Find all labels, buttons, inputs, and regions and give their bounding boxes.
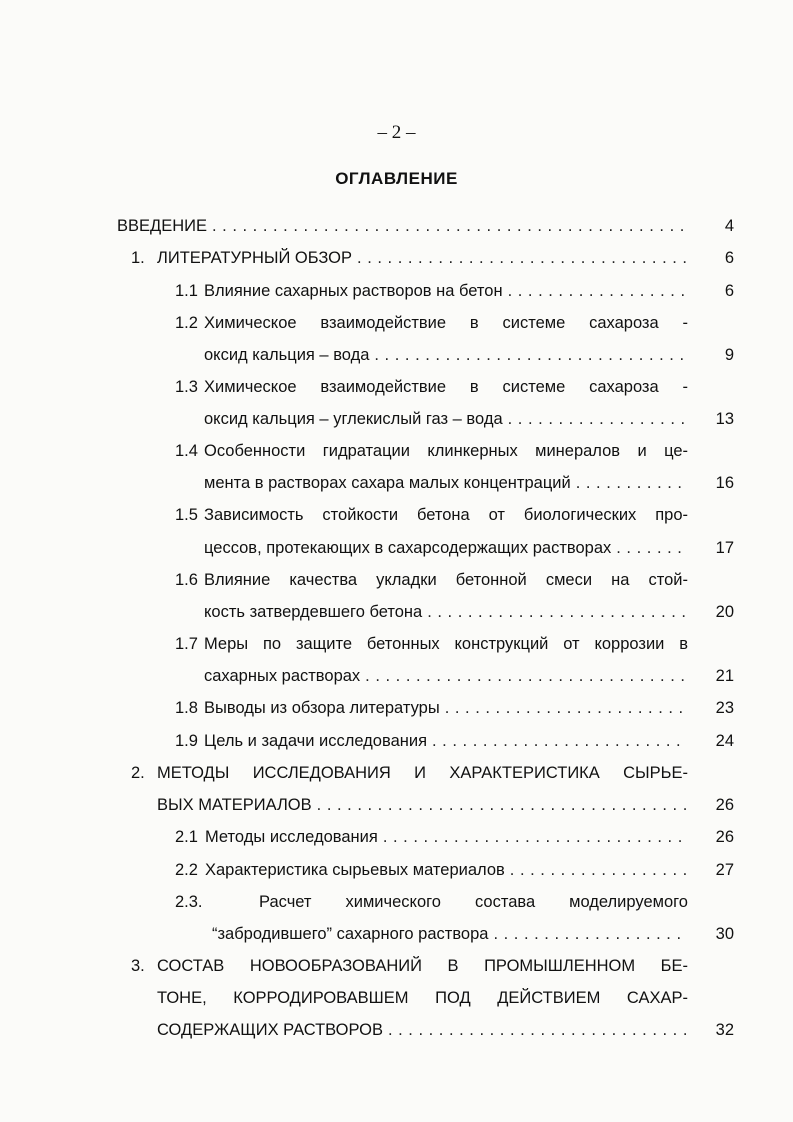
entry-number: 1. (131, 249, 145, 267)
entry-title: Выводы из обзора литературы (204, 699, 440, 717)
entry-title-line1[interactable]: МЕТОДЫ ИССЛЕДОВАНИЯ И ХАРАКТЕРИСТИКА СЫРЬЕ- (157, 764, 688, 782)
entry-number: 1.9 (175, 732, 198, 750)
entry-title-line1[interactable]: Зависимость стойкости бетона от биологических про- (204, 506, 688, 524)
toc-title: ОГЛАВЛЕНИЕ (335, 169, 458, 188)
entry-number: 2.2 (175, 861, 198, 879)
entry-title: Методы исследования (205, 828, 378, 846)
page-number: – 2 – (377, 122, 416, 143)
toc-entry-2-3[interactable] (212, 924, 690, 944)
leader-dots (616, 538, 686, 558)
entry-number: 1.5 (175, 506, 198, 524)
toc-entry-2-2[interactable] (175, 860, 690, 880)
toc-entry-2[interactable] (157, 795, 690, 815)
entry-title-line1[interactable]: Расчет химического состава моделируемого (259, 893, 688, 911)
entry-title-line1[interactable]: Химическое взаимодействие в системе сахароза - (204, 314, 688, 332)
leader-dots (374, 345, 686, 365)
entry-page: 27 (715, 861, 734, 879)
entry-title: Влияние сахарных растворов на бетон (204, 282, 503, 300)
leader-dots (508, 281, 686, 301)
entry-title-line1[interactable]: Химическое взаимодействие в системе сахароза - (204, 378, 688, 396)
entry-page: 26 (715, 828, 734, 846)
entry-page: 24 (715, 732, 734, 750)
entry-number: 2. (131, 764, 145, 782)
leader-dots (427, 602, 686, 622)
entry-page: 17 (715, 539, 734, 557)
entry-title-line1[interactable]: СОСТАВ НОВООБРАЗОВАНИЙ В ПРОМЫШЛЕННОМ БЕ- (157, 957, 688, 975)
leader-dots (365, 666, 686, 686)
entry-title-line2[interactable]: ТОНЕ, КОРРОДИРОВАВШЕМ ПОД ДЕЙСТВИЕМ САХАР- (157, 989, 688, 1007)
leader-dots (508, 409, 686, 429)
entry-page: 32 (715, 1021, 734, 1039)
entry-title-line2: оксид кальция – углекислый газ – вода (204, 410, 503, 428)
entry-title: ЛИТЕРАТУРНЫЙ ОБЗОР (157, 249, 353, 267)
entry-title-line1[interactable]: Влияние качества укладки бетонной смеси на стой- (204, 571, 688, 589)
leader-dots (493, 924, 686, 944)
entry-page: 6 (724, 249, 734, 267)
leader-dots (432, 731, 686, 751)
entry-title-line2: цессов, протекающих в сахарсодержащих растворах (204, 539, 612, 557)
toc-entry-1-6[interactable] (204, 602, 690, 622)
entry-number: 1.8 (175, 699, 198, 717)
entry-page: 9 (724, 346, 734, 364)
leader-dots (357, 248, 686, 268)
leader-dots (383, 827, 686, 847)
toc-entry-intro[interactable] (117, 216, 690, 236)
entry-page: 16 (715, 474, 734, 492)
toc-entry-1[interactable] (131, 248, 690, 268)
entry-number: 2.3. (175, 893, 203, 911)
entry-number: 1.6 (175, 571, 198, 589)
entry-title: ВВЕДЕНИЕ (117, 217, 207, 235)
entry-page: 21 (715, 667, 734, 685)
toc-entry-1-8[interactable] (175, 698, 690, 718)
entry-number: 3. (131, 957, 145, 975)
leader-dots (317, 795, 686, 815)
entry-page: 4 (724, 217, 734, 235)
leader-dots (576, 473, 686, 493)
entry-number: 2.1 (175, 828, 198, 846)
entry-number: 1.7 (175, 635, 198, 653)
entry-page: 20 (715, 603, 734, 621)
entry-title-line1[interactable]: Особенности гидратации клинкерных минералов и це- (204, 442, 688, 460)
toc-entry-1-9[interactable] (175, 731, 690, 751)
entry-page: 30 (715, 925, 734, 943)
entry-title-line2: мента в растворах сахара малых концентраций (204, 474, 571, 492)
entry-page: 13 (715, 410, 734, 428)
entry-title-line2: ВЫХ МАТЕРИАЛОВ (157, 796, 312, 814)
leader-dots (212, 216, 686, 236)
toc-entry-1-7[interactable] (204, 666, 690, 686)
toc-entry-2-1[interactable] (175, 827, 690, 847)
entry-page: 6 (724, 282, 734, 300)
entry-title-line2: сахарных растворах (204, 667, 361, 685)
leader-dots (388, 1020, 686, 1040)
entry-number: 1.1 (175, 282, 198, 300)
toc-entry-1-3[interactable] (204, 409, 690, 429)
toc-entry-1-5[interactable] (204, 538, 690, 558)
entry-title: Характеристика сырьевых материалов (205, 861, 505, 879)
leader-dots (445, 698, 686, 718)
leader-dots (510, 860, 686, 880)
toc-entry-1-4[interactable] (204, 473, 690, 493)
entry-title-line2: оксид кальция – вода (204, 346, 370, 364)
entry-number: 1.2 (175, 314, 198, 332)
entry-title-line2: кость затвердевшего бетона (204, 603, 423, 621)
entry-title-line3: СОДЕРЖАЩИХ РАСТВОРОВ (157, 1021, 383, 1039)
entry-title-line2: “забродившего” сахарного раствора (212, 925, 489, 943)
entry-title-line1[interactable]: Меры по защите бетонных конструкций от коррозии в (204, 635, 688, 653)
toc-entry-1-2[interactable] (204, 345, 690, 365)
toc-entry-3[interactable] (157, 1020, 690, 1040)
entry-number: 1.3 (175, 378, 198, 396)
entry-number: 1.4 (175, 442, 198, 460)
toc-entry-1-1[interactable] (175, 281, 690, 301)
entry-title: Цель и задачи исследования (204, 732, 428, 750)
entry-page: 23 (715, 699, 734, 717)
entry-page: 26 (715, 796, 734, 814)
